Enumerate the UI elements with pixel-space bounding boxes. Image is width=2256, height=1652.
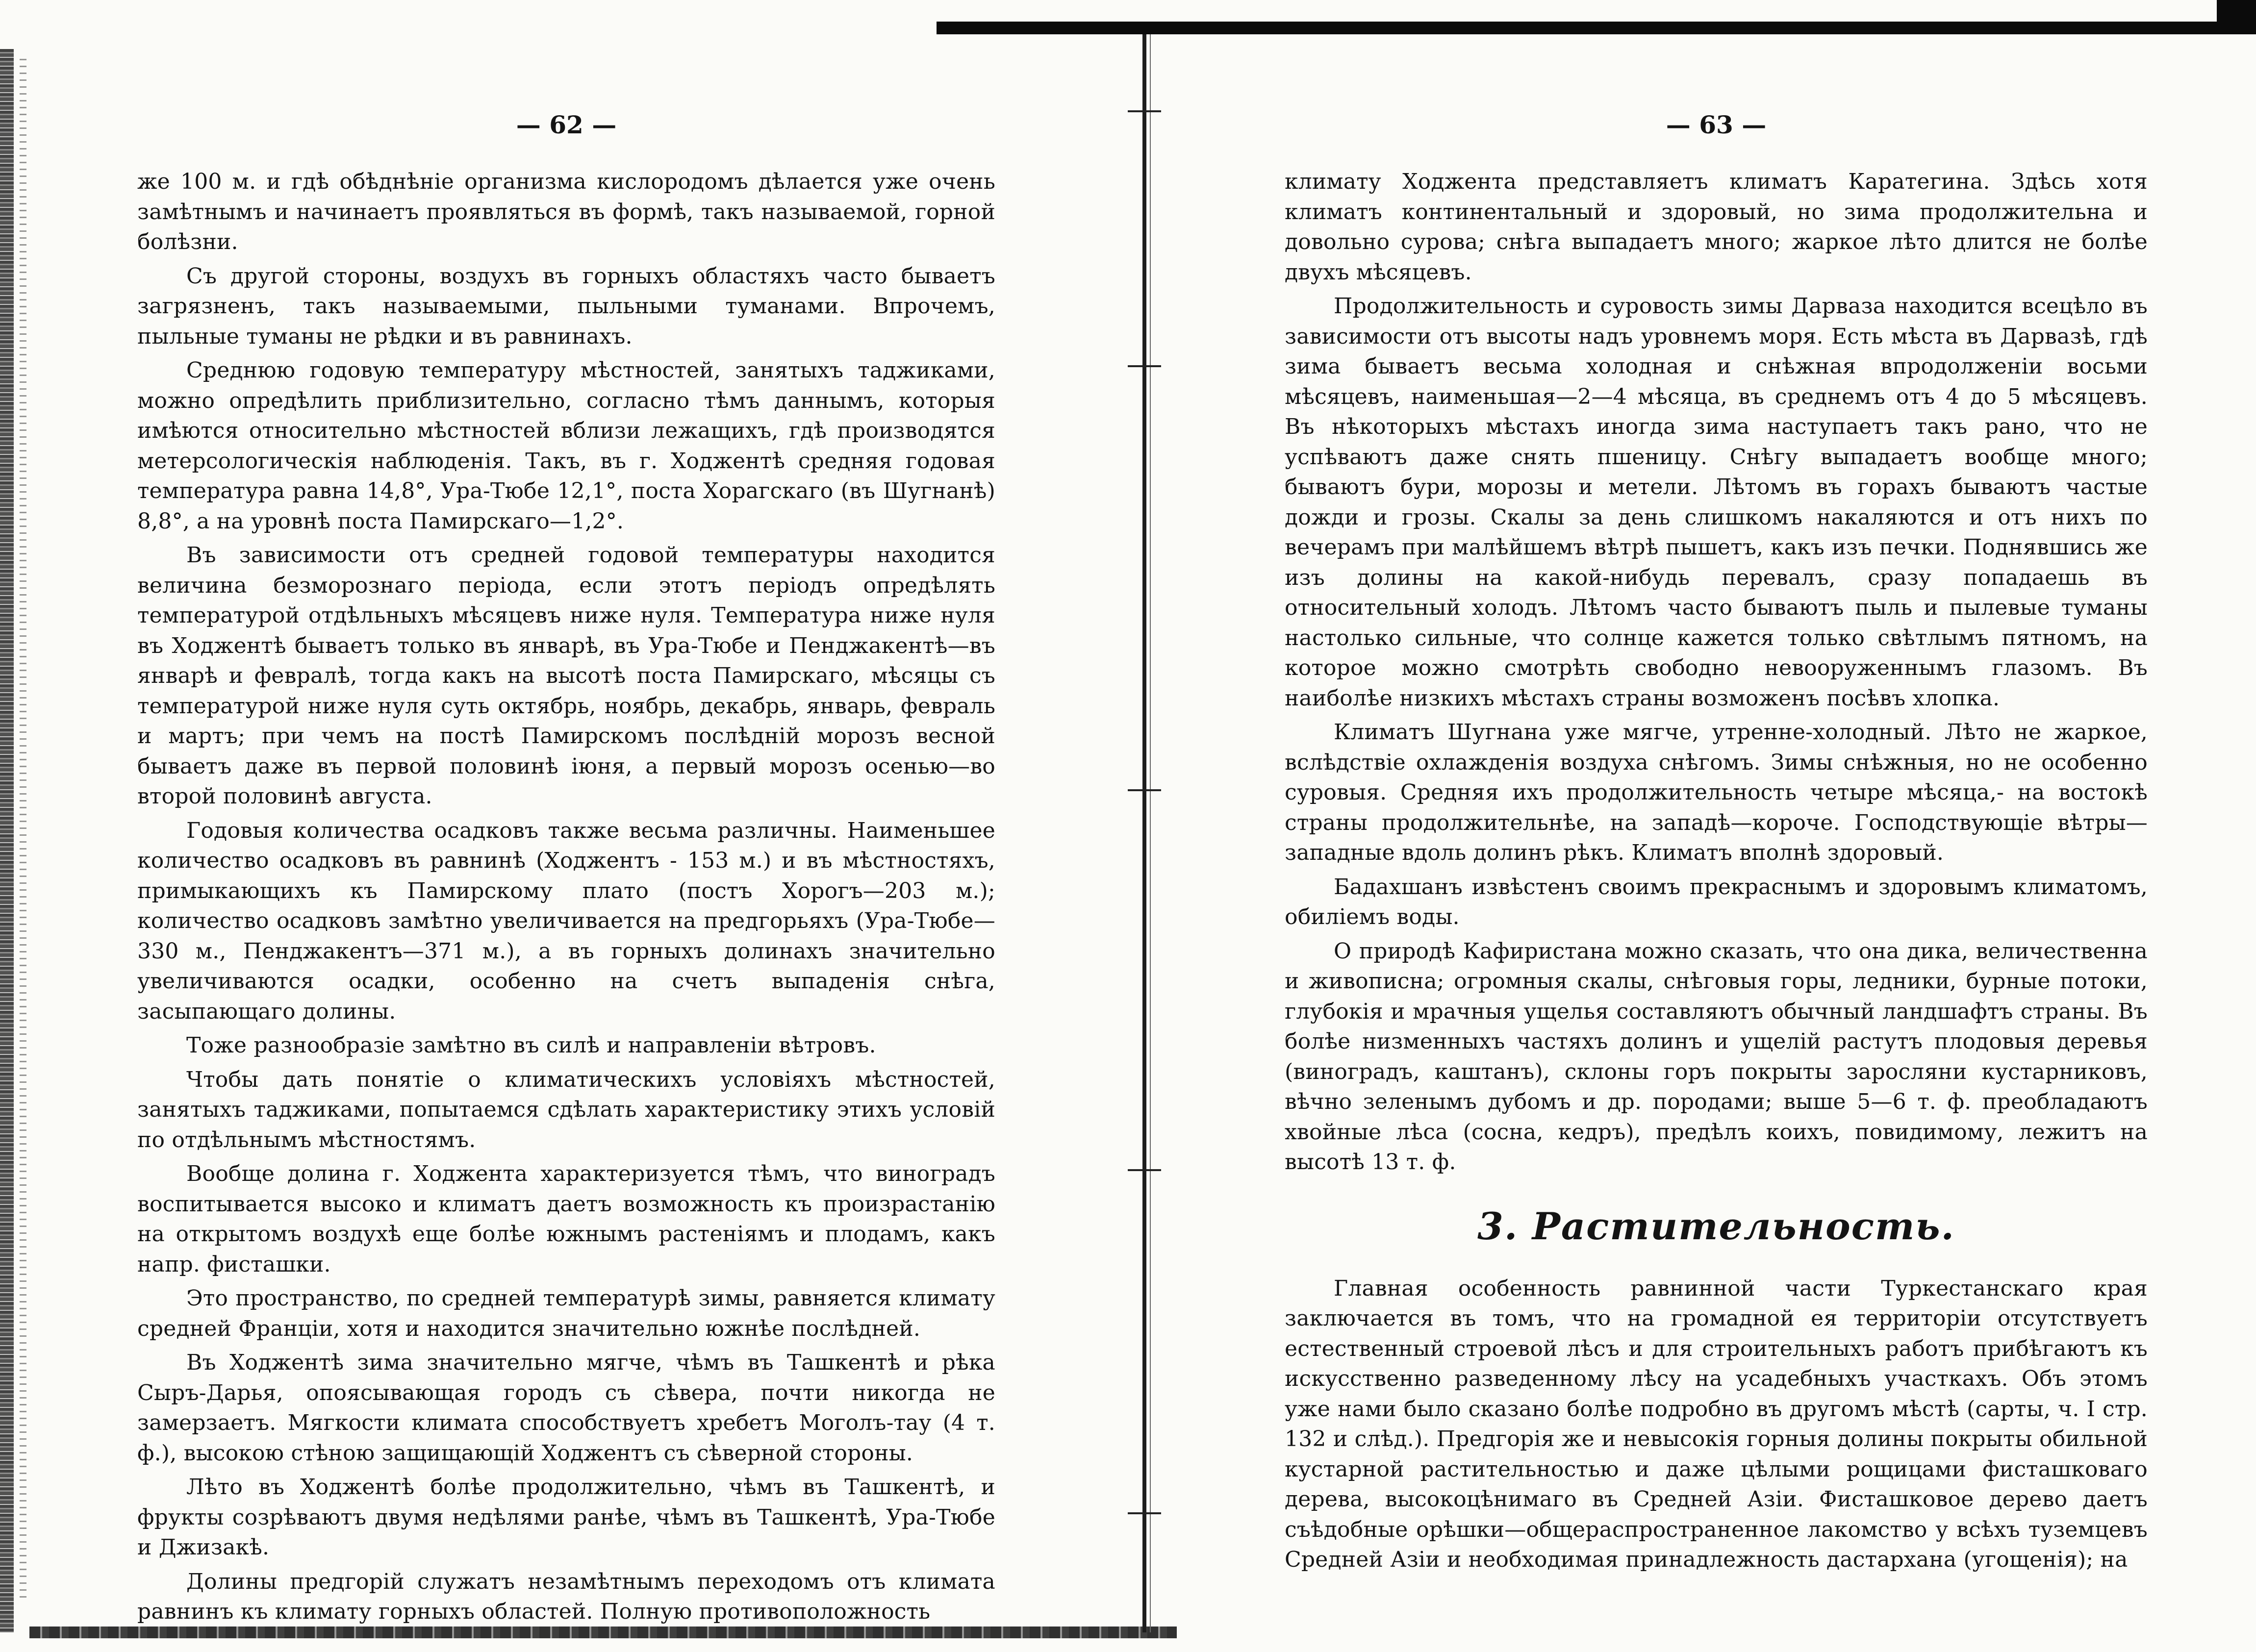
paragraph: Тоже разнообразіе замѣтно въ силѣ и направленіи вѣтровъ. [186, 1033, 876, 1058]
section-heading: 3. Растительность. [1477, 1204, 1955, 1248]
paragraph: Лѣто въ Ходжентѣ болѣе продолжительно, чѣмъ въ Ташкентѣ, и фрукты созрѣваютъ двумя недѣлями ранѣе, чѣмъ въ Ташкентѣ, Ура-Тюбе и Джизакѣ. [137, 1475, 995, 1560]
paragraph: Продолжительность и суровость зимы Дарваза находится всецѣло въ зависимости отъ высоты надъ уровнемъ моря. Есть мѣста въ Дарвазѣ, гдѣ зима бываетъ весьма холодная и снѣжная впродолженіи восьми мѣсяцевъ, наименьшая—2—4 мѣсяца, въ среднемъ отъ 4 до 5 мѣсяцевъ. Въ нѣкоторыхъ мѣстахъ иногда зима наступаетъ такъ рано, что не успѣваютъ даже снять пшеницу. Снѣгу выпадаетъ вообще много; бываютъ бури, морозы и метели. Лѣтомъ въ горахъ бываютъ частые дожди и грозы. Скалы за день слишкомъ накаляются и отъ нихъ по вечерамъ при малѣйшемъ вѣтрѣ пышетъ, какъ изъ печки. Поднявшись же изъ долины на какой-нибудь перевалъ, сразу попадаешь въ относительный холодъ. Лѣтомъ часто бываютъ пыль и пылевые туманы настолько сильные, что солнце кажется только свѣтлымъ пятномъ, на которое можно смотрѣть свободно невооруженнымъ глазомъ. Въ наиболѣе низкихъ мѣстахъ страны возможенъ посѣвъ хлопка. [1285, 294, 2148, 711]
book-gutter [1142, 34, 1146, 1632]
paragraph: Бадахшанъ извѣстенъ своимъ прекраснымъ и здоровымъ климатомъ, обиліемъ воды. [1285, 874, 2148, 929]
paragraph: О природѣ Кафиристана можно сказать, что она дика, величественна и живописна; огромныя скалы, снѣговыя горы, ледники, бурные потоки, глубокія и мрачныя ущелья составляютъ обычный ландшафтъ страны. Въ болѣе низменныхъ частяхъ долинъ и ущелій растутъ плодовыя деревья (виноградъ, каштанъ), склоны горъ покрыты заросляни кустарниковъ, вѣчно зеленымъ дубомъ и др. породами; выше 5—6 т. ф. преобладаютъ хвойные лѣса (сосна, кедръ), предѣлъ коихъ, повидимому, лежитъ на высотѣ 13 т. ф. [1285, 938, 2148, 1175]
paragraph: Съ другой стороны, воздухъ въ горныхъ областяхъ часто бываетъ загрязненъ, такъ называемыми, пыльными туманами. Впрочемъ, пыльные туманы не рѣдки и въ равнинахъ. [137, 263, 995, 349]
paragraph: Среднюю годовую температуру мѣстностей, занятыхъ таджиками, можно опредѣлить приблизительно, согласно тѣмъ даннымъ, которыя имѣются относительно мѣстностей вблизи лежащихъ, гдѣ производятся метерсологическія наблюденія. Такъ, въ г. Ходжентѣ средняя годовая температура равна 14,8°, Ура-Тюбе 12,1°, поста Хорагскаго (въ Шугнанѣ) 8,8°, а на уровнѣ поста Памирскаго—1,2°. [137, 358, 995, 534]
page-number: — 62 — [516, 110, 617, 139]
paragraph: Годовыя количества осадковъ также весьма различны. Наименьшее количество осадковъ въ равнинѣ (Ходжентъ - 153 м.) и въ мѣстностяхъ, примыкающихъ къ Памирскому плато (постъ Хорогъ—203 м.); количество осадковъ замѣтно увеличивается на предгорьяхъ (Ура-Тюбе—330 м., Пенджакентъ—371 м.), а въ горныхъ долинахъ значительно увеличиваются осадки, особенно на счетъ выпаденія снѣга, засыпающаго долины. [137, 818, 995, 1024]
right-page-text [1285, 167, 2148, 1579]
top-binding-rule [937, 22, 2256, 34]
book-gutter-line [1150, 34, 1151, 1632]
paragraph: Чтобы дать понятіе о климатическихъ условіяхъ мѣстностей, занятыхъ таджиками, попытаемся сдѣлать характеристику этихъ условій по отдѣльнымъ мѣстностямъ. [137, 1067, 995, 1152]
paragraph: Въ зависимости отъ средней годовой температуры находится величина безморознаго періода, если этотъ періодъ опредѣлять температурой отдѣльныхъ мѣсяцевъ ниже нуля. Температура ниже нуля въ Ходжентѣ бываетъ только въ январѣ, въ Ура-Тюбе и Пенджакентѣ—въ январѣ и февралѣ, тогда какъ на высотѣ поста Памирскаго, мѣсяцы съ температурой ниже нуля суть октябрь, ноябрь, декабрь, январь, февраль и мартъ; при чемъ на постѣ Памирскомъ послѣдній морозъ весной бываетъ даже въ первой половинѣ іюня, а первый морозъ осенью—во второй половинѣ августа. [137, 543, 995, 809]
paragraph: же 100 м. и гдѣ обѣднѣніе организма кислородомъ дѣлается уже очень замѣтнымъ и начинаетъ проявляться въ формѣ, такъ называемой, горной болѣзни. [137, 169, 995, 254]
gutter-thread-mark [1128, 1512, 1161, 1514]
paragraph: Вообще долина г. Ходжента характеризуется тѣмъ, что виноградъ воспитывается высоко и климатъ даетъ возможность къ произрастанію на открытомъ воздухѣ еще болѣе южнымъ растеніямъ и плодамъ, какъ напр. фисташки. [137, 1161, 995, 1277]
gutter-thread-mark [1128, 1169, 1161, 1171]
left-page-text [137, 167, 995, 1631]
paragraph: Главная особенность равнинной части Туркестанскаго края заключается въ томъ, что на громадной ея территоріи отсутствуетъ естественный строевой лѣсъ и для строительныхъ работъ прибѣгаютъ къ искусственно разведенному лѣсу на усадебныхъ участкахъ. Объ этомъ уже нами было сказано болѣе подробно въ другомъ мѣстѣ (сарты, ч. I стр. 132 и слѣд.). Предгорія же и невысокія горныя долины покрыты обильной кустарной растительностью и даже цѣлыми рощицами фисташковаго дерева, высокоцѣнимаго въ Средней Азіи. Фисташковое дерево даетъ съѣдобные орѣшки—общераспространенное лакомство у всѣхъ туземцевъ Средней Азіи и необходимая принадлежность дастархана (угощенія); на [1285, 1276, 2148, 1572]
top-corner-mark [2217, 0, 2256, 34]
paragraph: Долины предгорій служатъ незамѣтнымъ переходомъ отъ климата равнинъ къ климату горныхъ областей. Полную противоположность [137, 1569, 995, 1624]
gutter-thread-mark [1128, 365, 1161, 367]
page-number: — 63 — [1666, 110, 1767, 139]
page-edge-shadow [20, 59, 26, 1603]
paragraph: климату Ходжента представляетъ климатъ Каратегина. Здѣсь хотя климатъ континентальный и здоровый, но зима продолжительна и довольно сурова; снѣга выпадаетъ много; жаркое лѣто длится не болѣе двухъ мѣсяцевъ. [1285, 169, 2148, 285]
page-edge-left [0, 49, 14, 1632]
paragraph: Въ Ходжентѣ зима значительно мягче, чѣмъ въ Ташкентѣ и рѣка Сыръ-Дарья, опоясывающая городъ съ сѣвера, почти никогда не замерзаетъ. Мягкости климата способствуетъ хребетъ Моголъ-тау (4 т. ф.), высокою стѣною защищающій Ходжентъ съ сѣверной стороны. [137, 1350, 995, 1466]
paragraph: Это пространство, по средней температурѣ зимы, равняется климату средней Франціи, хотя и находится значительно южнѣе послѣдней. [137, 1286, 995, 1341]
paragraph: Климатъ Шугнана уже мягче, утренне-холодный. Лѣто не жаркое, вслѣдствіе охлажденія воздуха снѣгомъ. Зимы снѣжныя, но не особенно суровыя. Средняя ихъ продолжительность четыре мѣсяца,- на востокѣ страны продолжительнѣе, на западѣ—короче. Господствующіе вѣтры—западные вдоль долинъ рѣкъ. Климатъ вполнѣ здоровый. [1285, 720, 2148, 865]
gutter-thread-mark [1128, 789, 1161, 791]
gutter-thread-mark [1128, 110, 1161, 112]
